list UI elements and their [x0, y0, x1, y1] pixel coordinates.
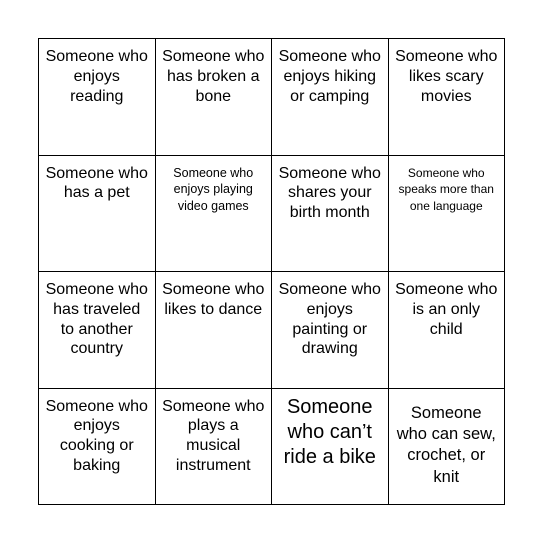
- cell-label: Someone who can sew, crochet, or knit: [396, 403, 496, 486]
- bingo-cell[interactable]: [39, 39, 156, 156]
- bingo-cell[interactable]: [272, 39, 389, 156]
- bingo-cell[interactable]: [155, 272, 272, 389]
- bingo-cell[interactable]: [39, 155, 156, 272]
- bingo-cell[interactable]: [272, 388, 389, 505]
- cell-label: Someone who can’t ride a bike: [283, 395, 376, 468]
- bingo-cell[interactable]: [155, 39, 272, 156]
- cell-label: Someone who likes to dance: [162, 281, 265, 318]
- cell-label: Someone who has broken a bone: [162, 48, 265, 105]
- bingo-cell[interactable]: [39, 388, 156, 505]
- cell-label: Someone who shares your birth month: [278, 164, 381, 222]
- cell-label: Someone who has traveled to another country: [45, 281, 148, 358]
- cell-label: Someone who enjoys reading: [45, 48, 148, 105]
- cell-label: Someone who enjoys painting or drawing: [278, 281, 381, 358]
- board-row: [39, 39, 505, 156]
- board-row: [39, 155, 505, 272]
- bingo-board: [38, 38, 505, 505]
- cell-label: Someone who is an only child: [395, 281, 498, 338]
- bingo-cell[interactable]: [272, 272, 389, 389]
- bingo-cell[interactable]: [155, 155, 272, 272]
- bingo-cell[interactable]: [39, 272, 156, 389]
- board-row: [39, 388, 505, 505]
- cell-label: Someone who has a pet: [45, 164, 148, 202]
- bingo-cell[interactable]: [388, 388, 505, 505]
- cell-label: Someone who likes scary movies: [395, 48, 498, 105]
- cell-label: Someone who enjoys cooking or baking: [45, 397, 148, 474]
- bingo-cell[interactable]: [272, 155, 389, 272]
- bingo-cell[interactable]: [155, 388, 272, 505]
- board-row: [39, 272, 505, 389]
- bingo-cell[interactable]: [388, 272, 505, 389]
- bingo-cell[interactable]: [388, 39, 505, 156]
- cell-label: Someone who plays a musical instrument: [162, 397, 265, 474]
- cell-label: Someone who speaks more than one language: [398, 165, 494, 213]
- cell-label: Someone who enjoys playing video games: [173, 165, 254, 214]
- bingo-cell[interactable]: [388, 155, 505, 272]
- cell-label: Someone who enjoys hiking or camping: [278, 48, 381, 105]
